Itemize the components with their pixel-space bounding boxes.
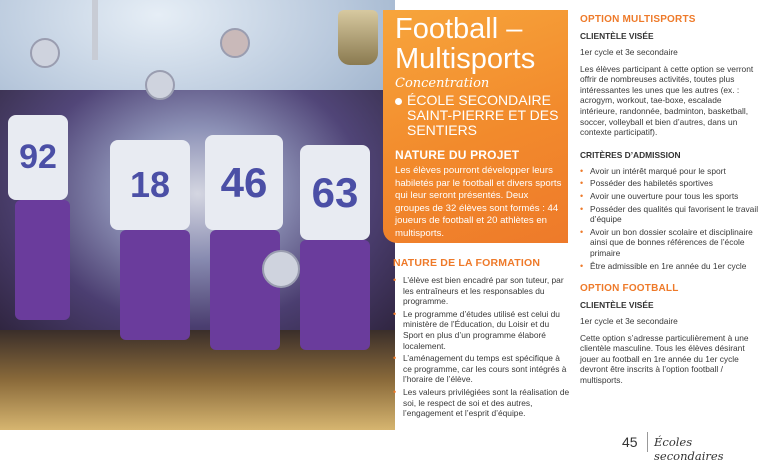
page-title: Football – Multisports [395,13,536,75]
bullet-icon: • [580,203,584,214]
list-item: • Posséder des habiletés sportives [580,178,713,189]
list-item: • Le programme d’études utilisé est celui du ministère de l’Éducation, du Loisir et du Sport en plus d’un programme élaboré localement. [393,308,560,351]
nature-formation-heading: NATURE DE LA FORMATION [393,257,541,269]
criteres-list [580,166,760,271]
footer-divider [647,432,648,452]
list-item: • Avoir un intérêt marqué pour le sport [580,165,726,176]
player-pants [120,230,190,340]
jersey-number: 92 [8,115,68,200]
school-line-1: ÉCOLE SECONDAIRE [407,92,551,108]
football-clientele-label: CLIENTÈLE VISÉE [580,300,654,311]
trophy-icon [338,10,378,65]
jersey-number: 46 [205,135,283,230]
list-item: • Posséder des qualités qui favorisent le travail d’équipe [580,203,759,225]
list-item: • L’élève est bien encadré par son tuteur, par les entraîneurs et les responsables du programme. [393,275,564,307]
helmet-icon [220,28,250,58]
list-item: • Les valeurs privilégiées sont la réalisation de soi, le respect de soi et des autres, l’engagement et l’esprit d’équipe. [393,386,570,419]
bullet-icon: • [393,386,397,397]
page-number: 45 [622,434,638,450]
multisports-description: Les élèves participant à cette option se verront offrir de nombreuses activités, toutes plus intéressantes les unes que les autres (ex. : acrogym, workout, tae-boxe, escalade intérieure, randonnée, badminton, basketball, soccer, volleyball et bien d’autres, dans un contexte participatif). [580,63,754,138]
hero-photo [0,0,395,430]
list-item: • L’aménagement du temps est spécifique à ce programme, car les cours sont intégrés à l’horaire de l’élève. [393,353,567,385]
multisports-clientele-text: 1er cycle et 3e secondaire [580,47,678,57]
multisports-clientele-label: CLIENTÈLE VISÉE [580,31,654,41]
list-item: • Avoir un bon dossier scolaire et disciplinaire ainsi que de bonnes références de l’école primaire [580,226,753,258]
bullet-icon: • [580,226,584,237]
bullet-icon [395,98,402,105]
player-pants [300,240,370,350]
football-heading: OPTION FOOTBALL [580,283,679,295]
light-pole [92,0,98,60]
helmet-icon [262,250,300,288]
player-pants [210,230,280,350]
page-footer [590,432,760,461]
list-item: • Être admissible en 1re année du 1er cycle [580,260,747,271]
nature-projet-text: Les élèves pourront développer leurs habiletés par le football et divers sports qui leur seront présentés. Deux groupes de 32 élèves sont formés : 44 joueurs de football et 20 athlètes en multisports. [395,165,562,239]
concentration-label: Concentration [395,76,490,91]
school-name [395,93,567,138]
football-clientele-text: 1er cycle et 3e secondaire [580,316,678,327]
criteres-label: CRITÈRES D’ADMISSION [580,149,681,160]
jersey-number: 63 [300,145,370,240]
bullet-icon: • [580,178,584,189]
multisports-heading: OPTION MULTISPORTS [580,14,696,25]
formation-list [393,275,571,419]
nature-projet-heading: NATURE DU PROJET [395,148,520,162]
title-panel [383,10,568,243]
list-item: • Avoir une ouverture pour tous les sports [580,190,739,201]
school-line-2: SAINT-PIERRE ET DES SENTIERS [407,107,559,138]
helmet-icon [30,38,60,68]
footer-section-name: Écoles secondaires [654,435,724,461]
nature-formation-section [393,257,571,421]
football-description: Cette option s’adresse particulièrement à une clientèle masculine. Tous les élèves désirant jouer au football en 1re année du 1er cycle devront être inscrits à l’option football / multisports. [580,332,749,386]
helmet-icon [145,70,175,100]
jersey-number: 18 [110,140,190,230]
bullet-icon: • [580,190,584,201]
options-column [580,14,760,386]
bullet-icon: • [393,308,397,319]
bullet-icon: • [393,353,397,364]
player-pants [15,200,70,320]
bullet-icon: • [580,260,584,271]
bullet-icon: • [580,165,584,176]
bullet-icon: • [393,275,397,285]
